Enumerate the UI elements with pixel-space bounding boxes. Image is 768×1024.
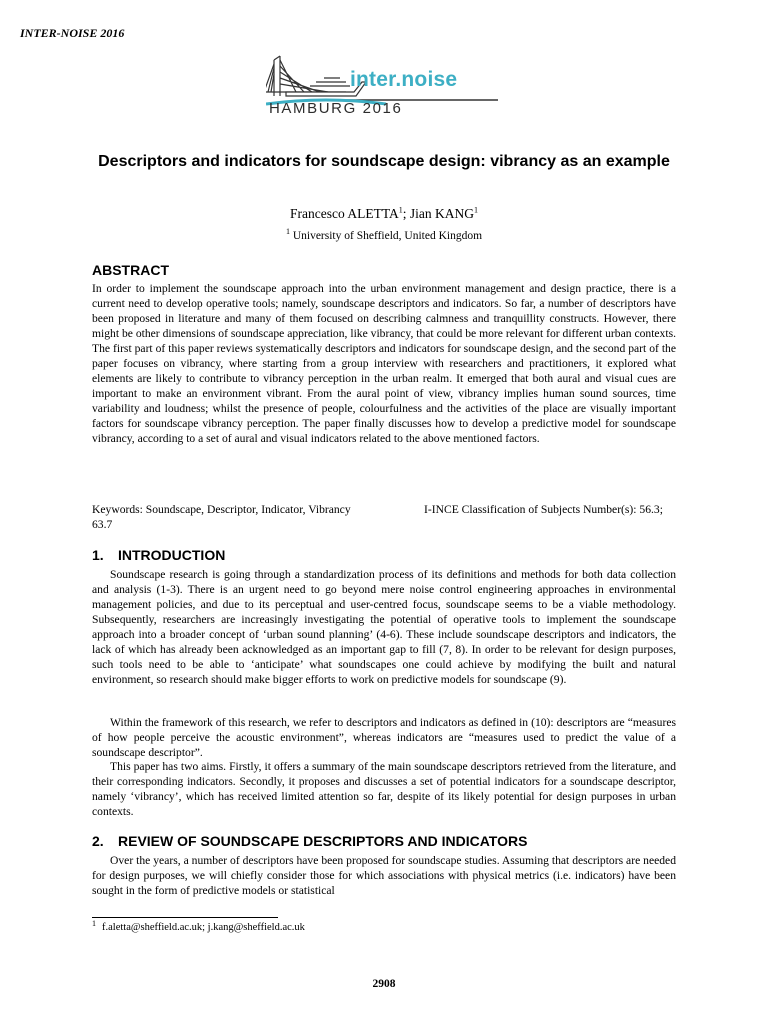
affiliation-mark: 1 (285, 227, 290, 237)
abstract-heading: ABSTRACT (92, 262, 169, 278)
paragraph: Over the years, a number of descriptors have been proposed for soundscape studies. Assuming that descriptors are needed for design purposes, we will chiefly consider those for which associations with physical metrics (i.e. indicators) have been sought in the form of predictive models or statistical (92, 854, 676, 897)
footnote-mark: 1 (92, 918, 96, 928)
footnote-text: f.aletta@sheffield.ac.uk; j.kang@sheffield.ac.uk (102, 922, 305, 933)
paper-title: Descriptors and indicators for soundscape design: vibrancy as an example (98, 153, 670, 170)
affiliation-mark: 1 (474, 205, 479, 215)
section-title: REVIEW OF SOUNDSCAPE DESCRIPTORS AND INDICATORS (118, 833, 528, 849)
footnote (92, 918, 305, 933)
section-number: 1. (92, 547, 104, 563)
running-head: INTER-NOISE 2016 (20, 26, 125, 40)
conference-logo (266, 52, 506, 124)
author-separator: ; (402, 206, 410, 221)
affiliation-mark: 1 (398, 205, 403, 215)
paragraph: This paper has two aims. Firstly, it offers a summary of the main soundscape descriptors retrieved from the literature, and their corresponding indicators. Secondly, it proposes and discusses a set of potential indicators for a soundscape descriptor, namely ‘vibrancy’, which has received limited attention so far, despite of its likely potential for design purposes in urban contexts. (92, 760, 676, 818)
keywords: Keywords: Soundscape, Descriptor, Indicator, Vibrancy (92, 503, 351, 516)
footnote-divider (92, 917, 278, 918)
section-heading-introduction (92, 547, 225, 563)
classification: I-INCE Classification of Subjects Number(s): 56.3; 63.7 (92, 503, 663, 531)
section-title: INTRODUCTION (118, 547, 226, 563)
author-name: Jian KANG (409, 206, 475, 221)
author-name: Francesco ALETTA (289, 206, 399, 221)
logo-wordmark: inter.noise (350, 68, 458, 91)
page-number: 2908 (372, 978, 396, 990)
affiliation (92, 227, 676, 242)
affiliation-text: University of Sheffield, United Kingdom (292, 230, 483, 242)
section-number: 2. (92, 833, 104, 849)
paragraph: Soundscape research is going through a standardization process of its definitions and methods for both data collection and analysis (1-3). There is an urgent need to go beyond mere noise control engineering approaches in environmental management policies, and due to its perceptual and user-centred focus, soundscape seems to be a viable methodology. Subsequently, researchers are increasingly investigating the potential of operative tools to implement the soundscape approach into a broader concept of ‘urban sound planning’ (4-6). These include soundscape descriptors and indicators, the lack of which has already been acknowledged as an important gap to fill (7, 8). In order to be relevant for design purposes, such tools need to be able to ‘anticipate’ what soundscapes one could achieve by modifying the built and natural environment, so research should make bigger efforts to work on predictive models for soundscape (9). (92, 568, 676, 686)
author-line (92, 206, 676, 222)
logo-city: HAMBURG 2016 (269, 100, 403, 117)
keywords-line (92, 502, 676, 532)
abstract-text: In order to implement the soundscape approach into the urban environment management and design practice, there is a current need to develop operative tools; namely, soundscape descriptors and indicators. So far, a number of descriptors have been proposed in literature and many of them focused on describing calmness and tranquillity constructs. However, there might be other dimensions of soundscape appreciation, like vibrancy, that could be more relevant for different urban contexts. The first part of this paper reviews systematically descriptors and indicators for soundscape design, and the second part of the paper focuses on vibrancy, where starting from a group interview with researchers and practitioners, it explored what elements are likely to contribute to vibrancy perception in the urban realm. It emerged that both aural and visual cues are important to make an environment vibrant. From the aural point of view, vibrancy implies human sound sources, time variability and loudness; whilst the presence of people, colourfulness and the activities of the place are visually important factors for soundscape vibrancy perception. The paper finally discusses how to develop a predictive model for soundscape vibrancy, according to a set of aural and visual indicators related to the above mentioned factors. (92, 282, 676, 445)
section-heading-review (92, 833, 527, 849)
paragraph: Within the framework of this research, we refer to descriptors and indicators as defined in (10): descriptors are “measures of how people perceive the acoustic environment”, whereas indicators are “measures used to predict the value of a soundscape descriptor”. (92, 716, 676, 759)
